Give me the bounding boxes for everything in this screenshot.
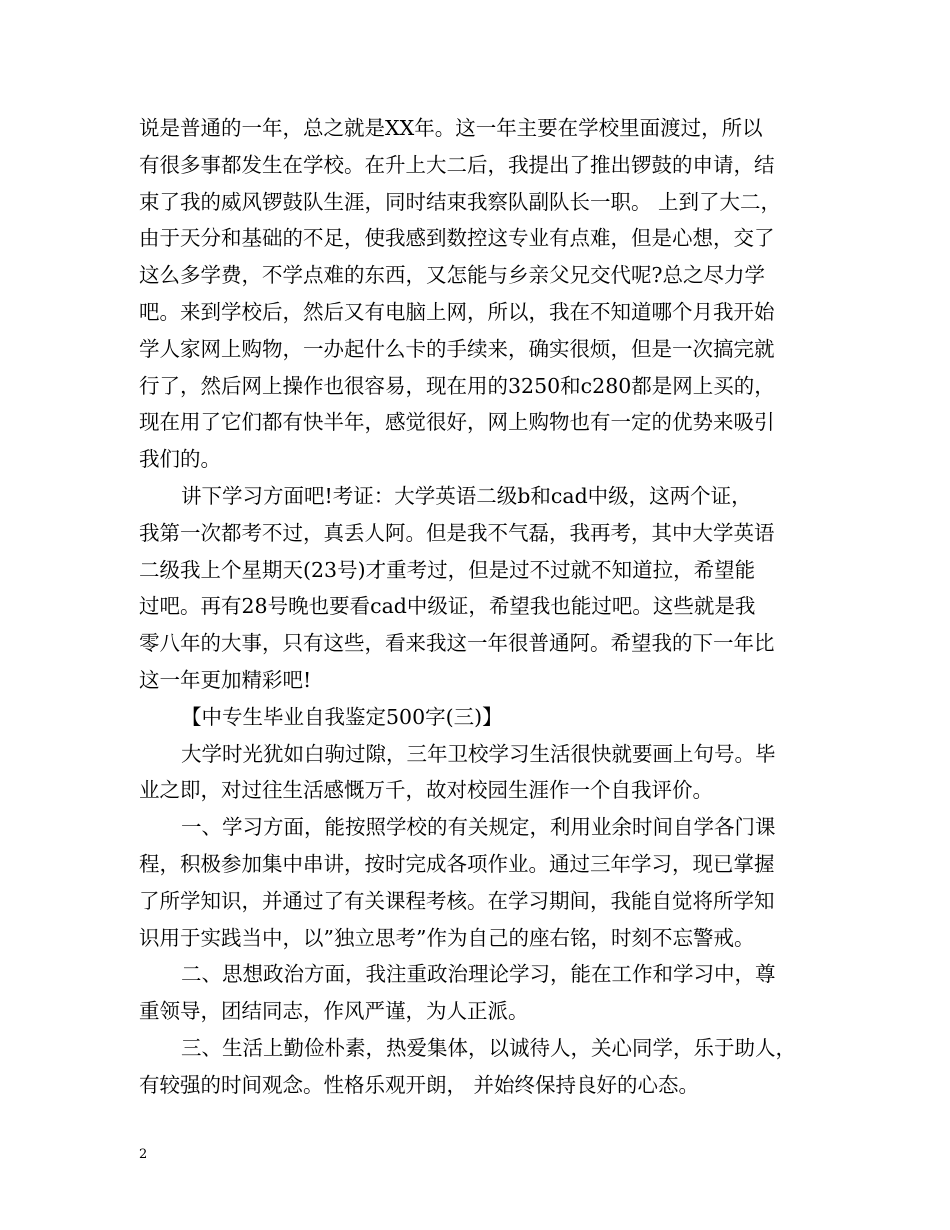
- text-line: 有较强的时间观念。性格乐观开朗， 并始终保持良好的心态。: [139, 1072, 700, 1097]
- text-line: 我第一次都考不过，真丢人阿。但是我不气磊，我再考，其中大学英语: [139, 520, 775, 545]
- text-line: 识用于实践当中，以”独立思考”作为自己的座右铭，时刻不忘警戒。: [139, 925, 755, 950]
- text-line: 二级我上个星期天(23号)才重考过，但是过不过就不知道拉，希望能: [139, 557, 756, 582]
- text-line: 【中专生毕业自我鉴定500字(三)】: [181, 704, 503, 729]
- text-line: 现在用了它们都有快半年，感觉很好，网上购物也有一定的优势来吸引: [139, 410, 775, 435]
- document-body: [139, 110, 829, 1104]
- text-line: 零八年的大事，只有这些，看来我这一年很普通阿。希望我的下一年比: [139, 631, 775, 656]
- text-line: 行了，然后网上操作也很容易，现在用的3250和c280都是网上买的，: [139, 373, 775, 398]
- text-line: 二、思想政治方面，我注重政治理论学习，能在工作和学习中，尊: [181, 962, 776, 987]
- text-line: 束了我的威风锣鼓队生涯，同时结束我察队副队长一职。 上到了大二，: [139, 189, 782, 214]
- text-line: 有很多事都发生在学校。在升上大二后，我提出了推出锣鼓的申请，结: [139, 152, 775, 177]
- text-line: 一、学习方面，能按照学校的有关规定，利用业余时间自学各门课: [181, 815, 776, 840]
- text-line: 这一年更加精彩吧!: [139, 667, 312, 692]
- text-line: 我们的。: [139, 447, 221, 472]
- text-line: 说是普通的一年，总之就是XX年。这一年主要在学校里面渡过，所以: [139, 116, 763, 140]
- text-line: 学人家网上购物，一办起什么卡的手续来，确实很烦，但是一次搞完就: [139, 336, 775, 361]
- text-line: 了所学知识，并通过了有关课程考核。在学习期间，我能自觉将所学知: [139, 888, 775, 913]
- text-line: 讲下学习方面吧!考证：大学英语二级b和cad中级，这两个证，: [181, 483, 752, 508]
- text-line: 过吧。再有28号晚也要看cad中级证，希望我也能过吧。这些就是我: [139, 594, 756, 619]
- text-line: 由于天分和基础的不足，使我感到数控这专业有点难，但是心想，交了: [139, 226, 775, 251]
- text-line: 业之即，对过往生活感慨万千，故对校园生涯作一个自我评价。: [139, 778, 713, 803]
- text-line: 这么多学费，不学点难的东西，又怎能与乡亲父兄交代呢?总之尽力学: [139, 263, 765, 288]
- text-line: 三、生活上勤俭朴素，热爱集体，以诚待人，关心同学，乐于助人，: [181, 1035, 796, 1060]
- text-line: 吧。来到学校后，然后又有电脑上网，所以，我在不知道哪个月我开始: [139, 299, 775, 324]
- text-line: 重领导，团结同志，作风严谨，为人正派。: [139, 999, 529, 1024]
- page-number: 2: [139, 1147, 148, 1162]
- text-line: 大学时光犹如白驹过隙，三年卫校学习生活很快就要画上句号。毕: [181, 741, 776, 766]
- text-line: 程，积极参加集中串讲，按时完成各项作业。通过三年学习，现已掌握: [139, 851, 775, 876]
